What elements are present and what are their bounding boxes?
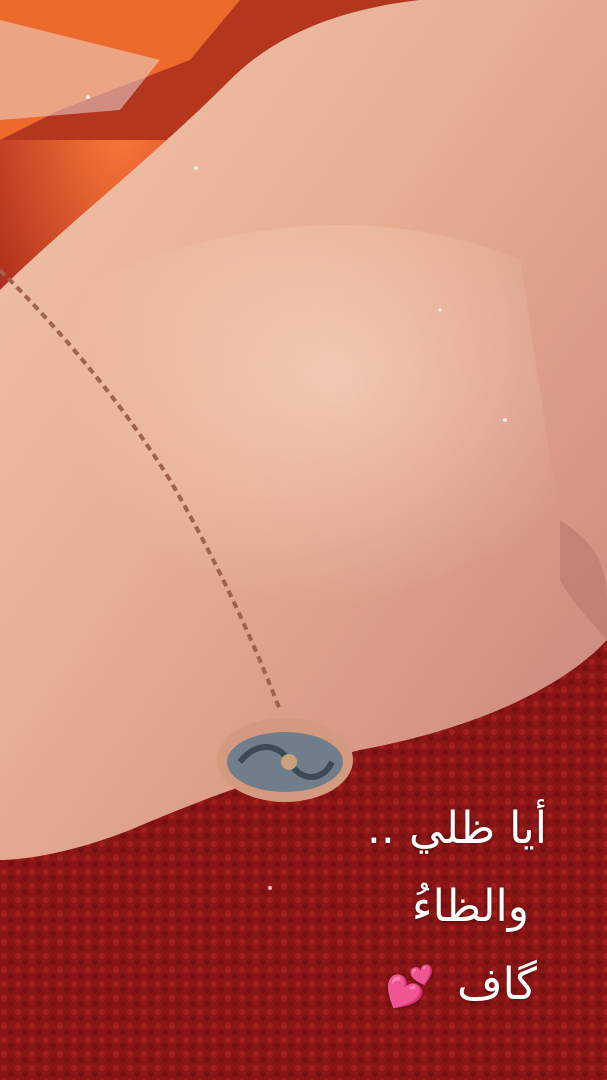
caption-line-3-text: گاف <box>457 959 537 1010</box>
caption-line-2: والظاءُ <box>411 881 529 932</box>
two-hearts-icon: 💕 <box>385 964 436 1010</box>
caption-line-3 <box>227 946 547 1026</box>
arabic-caption <box>227 790 547 1026</box>
caption-line-1: أيا ظلي .. <box>366 803 547 854</box>
